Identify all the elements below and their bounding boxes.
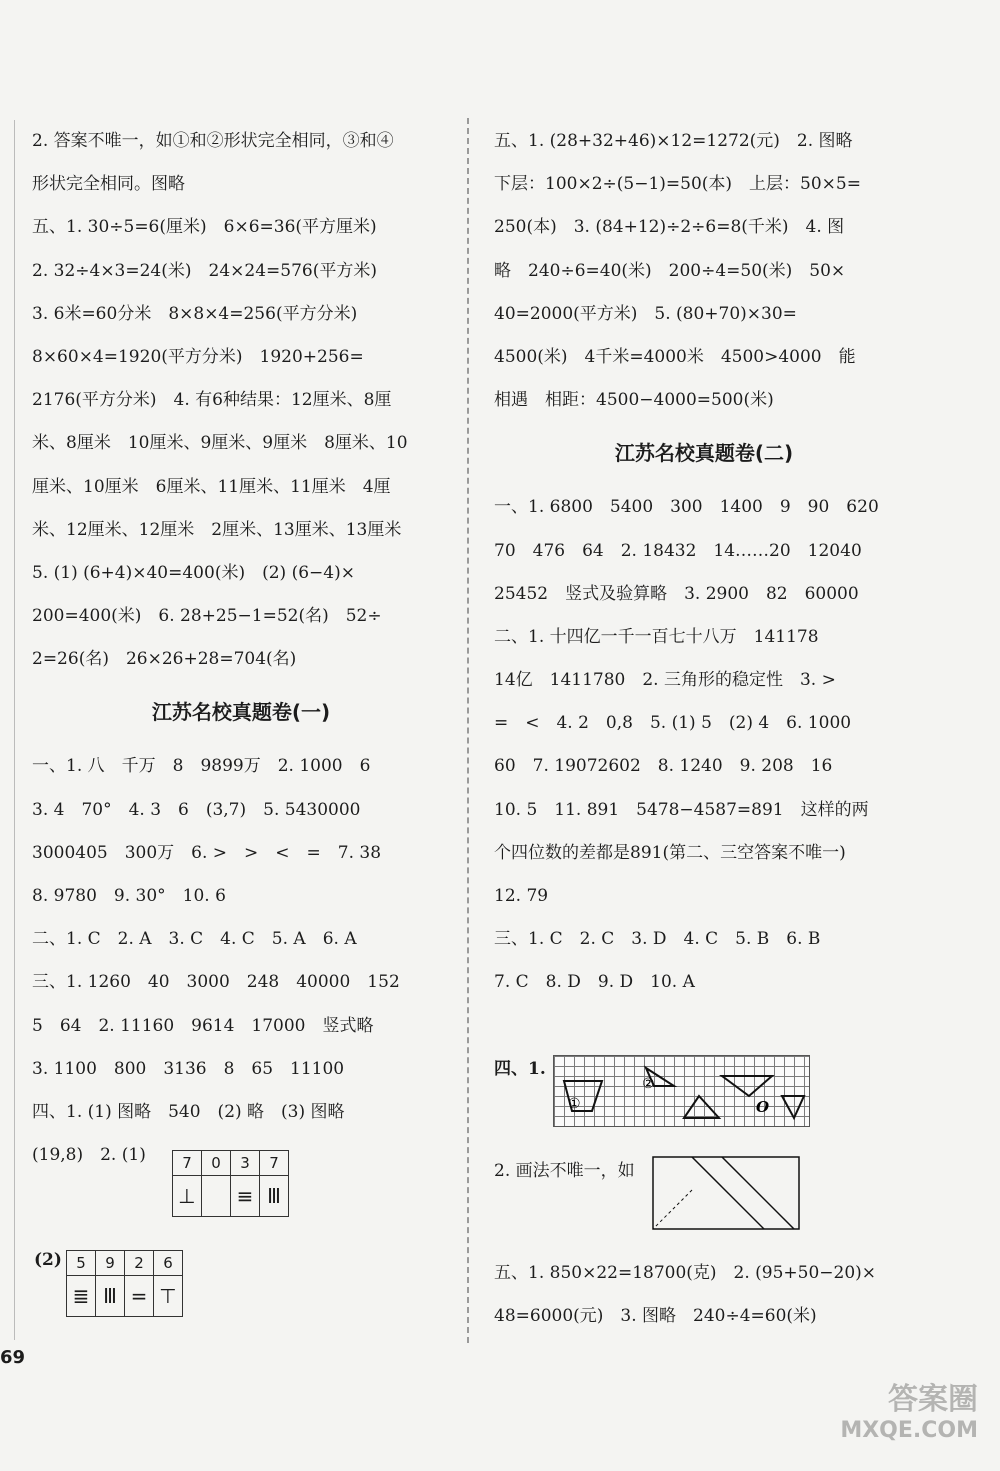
column-divider	[467, 118, 469, 1343]
text-line: 三、1. 1260 40 3000 248 40000 152	[32, 972, 400, 993]
rod-cell: =	[125, 1276, 154, 1317]
text-line: 一、1. 6800 5400 300 1400 9 90 620	[494, 497, 879, 518]
origin-mark: O	[756, 1098, 770, 1116]
text-line: 形状完全相同。图略	[32, 174, 185, 195]
binding-line	[14, 120, 15, 1340]
digit-cell: 0	[202, 1151, 231, 1176]
text-line: 2. 答案不唯一，如①和②形状完全相同，③和④	[32, 131, 394, 151]
rod-cell: ⊤	[154, 1276, 183, 1317]
text-line: 12. 79	[494, 886, 549, 906]
watermark-url: MXQE.COM	[840, 1418, 978, 1443]
dashed-line	[653, 1190, 692, 1229]
text-line: 5 64 2. 11160 9614 17000 竖式略	[32, 1015, 374, 1036]
text-line: 2176(平方分米) 4. 有6种结果：12厘米、8厘	[32, 390, 392, 411]
page-number: 69	[0, 1347, 26, 1368]
text-line: 五、1. (28+32+46)×12=1272(元) 2. 图略	[494, 131, 853, 151]
text-line: 个四位数的差都是891(第二、三空答案不唯一)	[494, 842, 846, 863]
rod-cell: Ⅲ	[96, 1276, 125, 1317]
text-line: = < 4. 2 0,8 5. (1) 5 (2) 4 6. 1000	[494, 713, 852, 734]
watermark-text: 答案圈	[888, 1382, 978, 1417]
section-heading-exam-2: 江苏名校真题卷(二)	[614, 441, 794, 466]
section-heading-exam-1: 江苏名校真题卷(一)	[151, 700, 331, 725]
rectangle-division-figure	[652, 1156, 800, 1230]
text-line: 2. 32÷4×3=24(米) 24×24=576(平方米)	[32, 260, 377, 281]
rod-cell: ≣	[67, 1276, 96, 1317]
grid-question-label: 四、1.	[494, 1059, 546, 1079]
text-line: 200=400(米) 6. 28+25−1=52(名) 52÷	[32, 606, 382, 627]
diagonal-line-2	[722, 1157, 794, 1229]
text-line: 略 240÷6=40(米) 200÷4=50(米) 50×	[494, 260, 846, 281]
diagonal-line-1	[692, 1157, 764, 1229]
left-answers-bottom	[32, 745, 450, 1177]
text-line: 2=26(名) 26×26+28=704(名)	[32, 649, 297, 670]
text-line: 3. 4 70° 4. 3 6 (3,7) 5. 5430000	[32, 799, 361, 820]
counting-rod-table-1	[172, 1150, 289, 1217]
grid-shapes	[554, 1056, 809, 1126]
text-line: 四、1. (1) 图略 540 (2) 略 (3) 图略	[32, 1101, 345, 1122]
text-line: 米、12厘米、12厘米 2厘米、13厘米、13厘米	[32, 519, 402, 540]
triangle-shape-top	[722, 1076, 772, 1096]
text-line: 3. 1100 800 3136 8 65 11100	[32, 1058, 345, 1079]
graph-paper-figure	[553, 1055, 810, 1127]
digit-cell: 7	[173, 1151, 202, 1176]
text-line: 一、1. 八 千万 8 9899万 2. 1000 6	[32, 756, 371, 777]
text-line: 8×60×4=1920(平方分米) 1920+256=	[32, 346, 364, 367]
rod-cell: ⊥	[173, 1176, 202, 1217]
digit-cell: 7	[260, 1151, 289, 1176]
digit-cell: 3	[231, 1151, 260, 1176]
counting-rod-table-2	[66, 1250, 183, 1317]
digit-cell: 9	[96, 1251, 125, 1276]
digit-cell: 5	[67, 1251, 96, 1276]
right-answers-middle	[494, 486, 914, 1004]
rod-cell: Ⅲ	[260, 1176, 289, 1217]
text-line: 8. 9780 9. 30° 10. 6	[32, 886, 226, 906]
table-2-label: (2)	[34, 1250, 62, 1270]
right-answers-top	[494, 120, 914, 422]
mark-2: ②	[642, 1076, 655, 1092]
text-line: 米、8厘米 10厘米、9厘米、9厘米 8厘米、10	[32, 433, 408, 454]
text-line: 厘米、10厘米 6厘米、11厘米、11厘米 4厘	[32, 476, 391, 497]
text-line: 4500(米) 4千米=4000米 4500>4000 能	[494, 346, 856, 367]
text-line: 250(本) 3. (84+12)÷2÷6=8(千米) 4. 图	[494, 217, 845, 238]
triangle-shape-right	[782, 1096, 804, 1118]
left-answers-top	[32, 120, 450, 681]
triangle-shape-low	[684, 1096, 719, 1118]
digit-cell: 6	[154, 1251, 183, 1276]
text-line: 70 476 64 2. 18432 14……20 12040	[494, 540, 862, 561]
q2-label: 2. 画法不唯一，如	[494, 1161, 635, 1181]
text-line: 3. 6米=60分米 8×8×4=256(平方分米)	[32, 303, 358, 324]
rod-cell: ≡	[231, 1176, 260, 1217]
text-line: 3000405 300万 6. > > < = 7. 38	[32, 842, 382, 863]
text-line: 二、1. C 2. A 3. C 4. C 5. A 6. A	[32, 929, 357, 950]
text-line: 下层：100×2÷(5−1)=50(本) 上层：50×5=	[494, 174, 861, 195]
right-column	[494, 120, 914, 1005]
text-line: 60 7. 19072602 8. 1240 9. 208 16	[494, 756, 833, 777]
watermark-logo	[840, 1374, 978, 1443]
text-line: 7. C 8. D 9. D 10. A	[494, 972, 695, 993]
text-line: 48=6000(元) 3. 图略 240÷4=60(米)	[494, 1306, 817, 1327]
digit-cell: 2	[125, 1251, 154, 1276]
right-answers-bottom	[494, 1252, 914, 1338]
text-line: 25452 竖式及验算略 3. 2900 82 60000	[494, 583, 859, 604]
outer-rectangle	[653, 1157, 799, 1229]
text-line: 五、1. 30÷5=6(厘米) 6×6=36(平方厘米)	[32, 217, 377, 238]
mark-1: ①	[568, 1096, 581, 1112]
text-line: 10. 5 11. 891 5478−4587=891 这样的两	[494, 799, 869, 820]
left-column	[32, 120, 450, 1177]
text-line: 二、1. 十四亿一千一百七十八万 141178	[494, 626, 819, 647]
text-line: 五、1. 850×22=18700(克) 2. (95+50−20)×	[494, 1263, 877, 1283]
rod-cell	[202, 1176, 231, 1217]
text-line: (19,8) 2. (1)	[32, 1145, 146, 1166]
text-line: 14亿 1411780 2. 三角形的稳定性 3. >	[494, 670, 836, 691]
text-line: 5. (1) (6+4)×40=400(米) (2) (6−4)×	[32, 562, 355, 583]
text-line: 三、1. C 2. C 3. D 4. C 5. B 6. B	[494, 929, 821, 950]
text-line: 相遇 相距：4500−4000=500(米)	[494, 390, 774, 411]
text-line: 40=2000(平方米) 5. (80+70)×30=	[494, 303, 797, 324]
